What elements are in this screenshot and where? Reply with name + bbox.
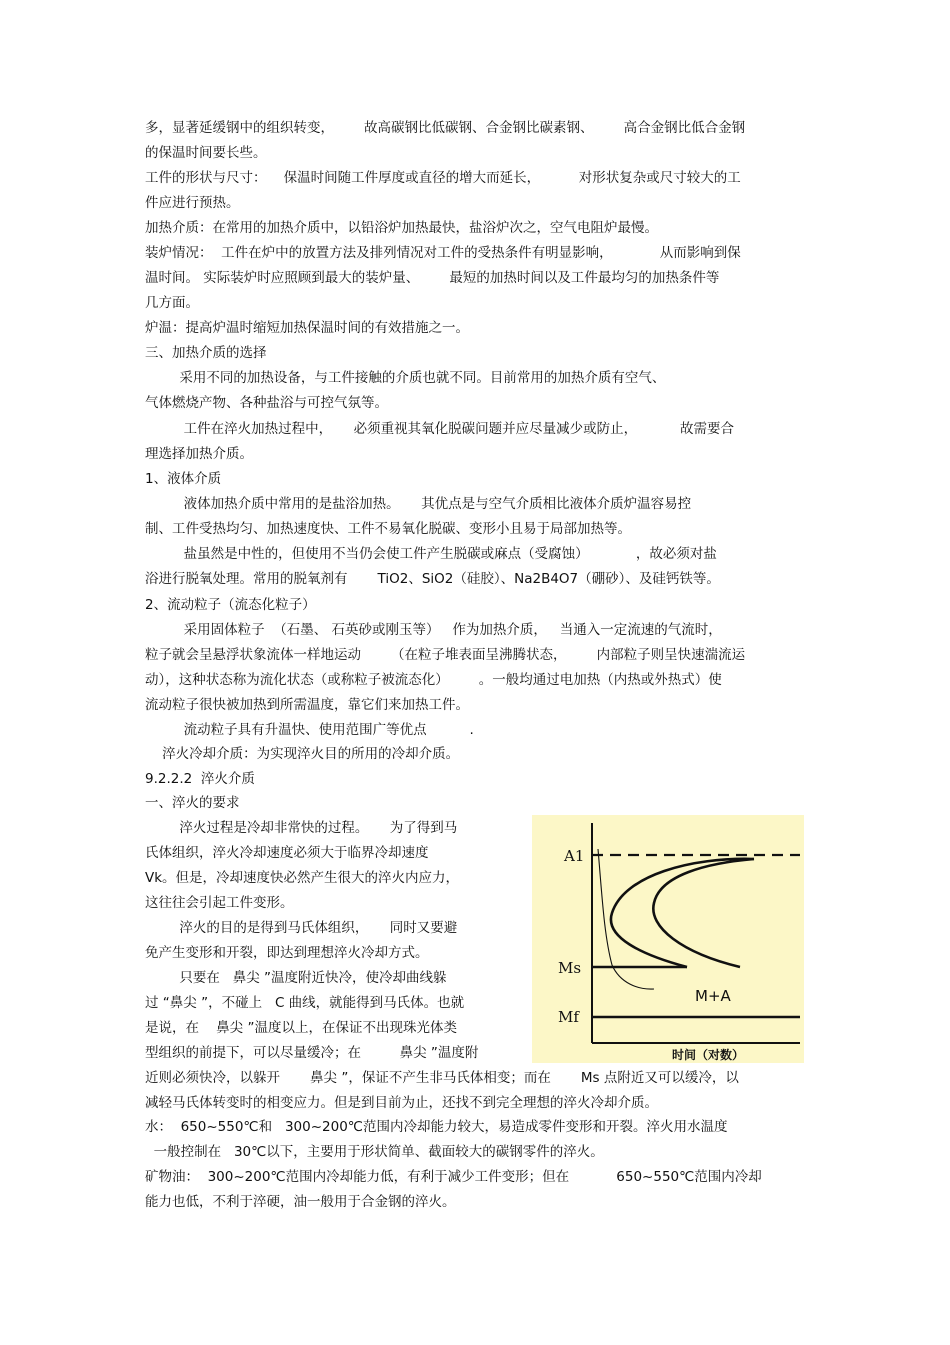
text-line: 制、工件受热均匀、加热速度快、工件不易氧化脱碳、变形小且易于局部加热等。 [145,521,631,537]
text-line: 流动粒子很快被加热到所需温度，靠它们来加热工件。 [145,697,469,713]
text-line: 动），这种状态称为流化状态（或称粒子被流态化） 。一般均通过电加热（内热或外热式）使 [145,672,722,688]
region-label: M+A [695,987,731,1005]
text-line: 9.2.2.2 淬火介质 [145,771,255,787]
ms-label: Ms [558,959,582,977]
text-line: 浴进行脱氧处理。常用的脱氧剂有 TiO2、SiO2（硅胶）、Na2B4O7（硼砂）、及硅钙铁等。 [145,571,720,587]
text-line: 近则必须快冷，以躲开 鼻尖 ”，保证不产生非马氏体相变；而在 Ms 点附近又可以缓冷，以 [145,1070,739,1086]
text-line: 水： 650~550℃和 300~200℃范围内冷却能力较大，易造成零件变形和开裂。淬火用水温度 [145,1119,728,1135]
a1-label: A1 [564,847,585,865]
text-line: 粒子就会呈悬浮状象流体一样地运动 （在粒子堆表面呈沸腾状态， 内部粒子则呈快速湍流运 [145,647,746,663]
text-line: 气体燃烧产物、各种盐浴与可控气氛等。 [145,395,388,411]
text-line: 一、淬火的要求 [145,795,240,811]
ttt-diagram [532,815,804,1063]
text-line: 温时间。 实际装炉时应照顾到最大的装炉量、 最短的加热时间以及工件最均匀的加热条件等 [145,270,720,286]
text-line: 采用不同的加热设备，与工件接触的介质也就不同。目前常用的加热介质有空气、 [145,370,666,386]
text-line: 流动粒子具有升温快、使用范围广等优点 . [145,722,474,738]
text-line: Vk。但是，冷却速度快必然产生很大的淬火内应力， [145,870,460,886]
text-line: 是说，在 鼻尖 ”温度以上，在保证不出现珠光体类 [145,1020,457,1036]
text-line: 免产生变形和开裂，即达到理想淬火冷却方式。 [145,945,429,961]
text-line: 工件的形状与尺寸： 保温时间随工件厚度或直径的增大而延长， 对形状复杂或尺寸较大的工 [145,170,741,186]
text-line: 淬火过程是冷却非常快的过程。 为了得到马 [145,820,458,836]
text-line: 多，显著延缓钢中的组织转变， 故高碳钢比低碳钢、合金钢比碳素钢、 高合金钢比低合金钢 [145,120,746,136]
text-line: 件应进行预热。 [145,195,240,211]
mf-label: Mf [558,1008,579,1026]
text-line: 加热介质：在常用的加热介质中，以铅浴炉加热最快，盐浴炉次之，空气电阻炉最慢。 [145,220,658,236]
text-line: 2、流动粒子（流态化粒子） [145,597,316,613]
text-line: 几方面。 [145,295,199,311]
text-line: 盐虽然是中性的，但使用不当仍会使工件产生脱碳或麻点（受腐蚀） ，故必须对盐 [145,546,717,562]
x-axis-label: 时间（对数） [672,1048,745,1062]
text-line: 只要在 鼻尖 ”温度附近快冷，使冷却曲线躲 [145,970,447,986]
text-line: 液体加热介质中常用的是盐浴加热。 其优点是与空气介质相比液体介质炉温容易控 [145,496,692,512]
text-line: 氏体组织，淬火冷却速度必须大于临界冷却速度 [145,845,429,861]
text-line: 的保温时间要长些。 [145,145,267,161]
text-line: 装炉情况： 工件在炉中的放置方法及排列情况对工件的受热条件有明显影响， 从而影响到保 [145,245,741,261]
text-line: 三、加热介质的选择 [145,345,267,361]
text-line: 过 “鼻尖 ”，不碰上 C 曲线，就能得到马氏体。也就 [145,995,465,1011]
text-line: 采用固体粒子 （石墨、 石英砂或刚玉等） 作为加热介质， 当通入一定流速的气流时， [145,622,722,638]
text-line: 淬火的目的是得到马氏体组织， 同时又要避 [145,920,458,936]
text-line: 炉温：提高炉温时缩短加热保温时间的有效措施之一。 [145,320,469,336]
text-line: 这往往会引起工件变形。 [145,895,294,911]
text-line: 理选择加热介质。 [145,446,253,462]
text-line: 能力也低，不利于淬硬，油一般用于合金钢的淬火。 [145,1194,456,1210]
text-line: 减轻马氏体转变时的相变应力。但是到目前为止，还找不到完全理想的淬火冷却介质。 [145,1095,658,1111]
text-line: 工件在淬火加热过程中， 必须重视其氧化脱碳问题并应尽量减少或防止， 故需要合 [145,421,734,437]
text-line: 型组织的前提下，可以尽量缓冷；在 鼻尖 ”温度附 [145,1045,479,1061]
text-line: 一般控制在 30℃以下，主要用于形状简单、截面较大的碳钢零件的淬火。 [145,1144,604,1160]
text-line: 1、液体介质 [145,471,222,487]
text-line: 淬火冷却介质：为实现淬火目的所用的冷却介质。 [145,746,460,762]
text-line: 矿物油： 300~200℃范围内冷却能力低，有利于减少工件变形；但在 650~550℃范围内冷却 [145,1169,762,1185]
